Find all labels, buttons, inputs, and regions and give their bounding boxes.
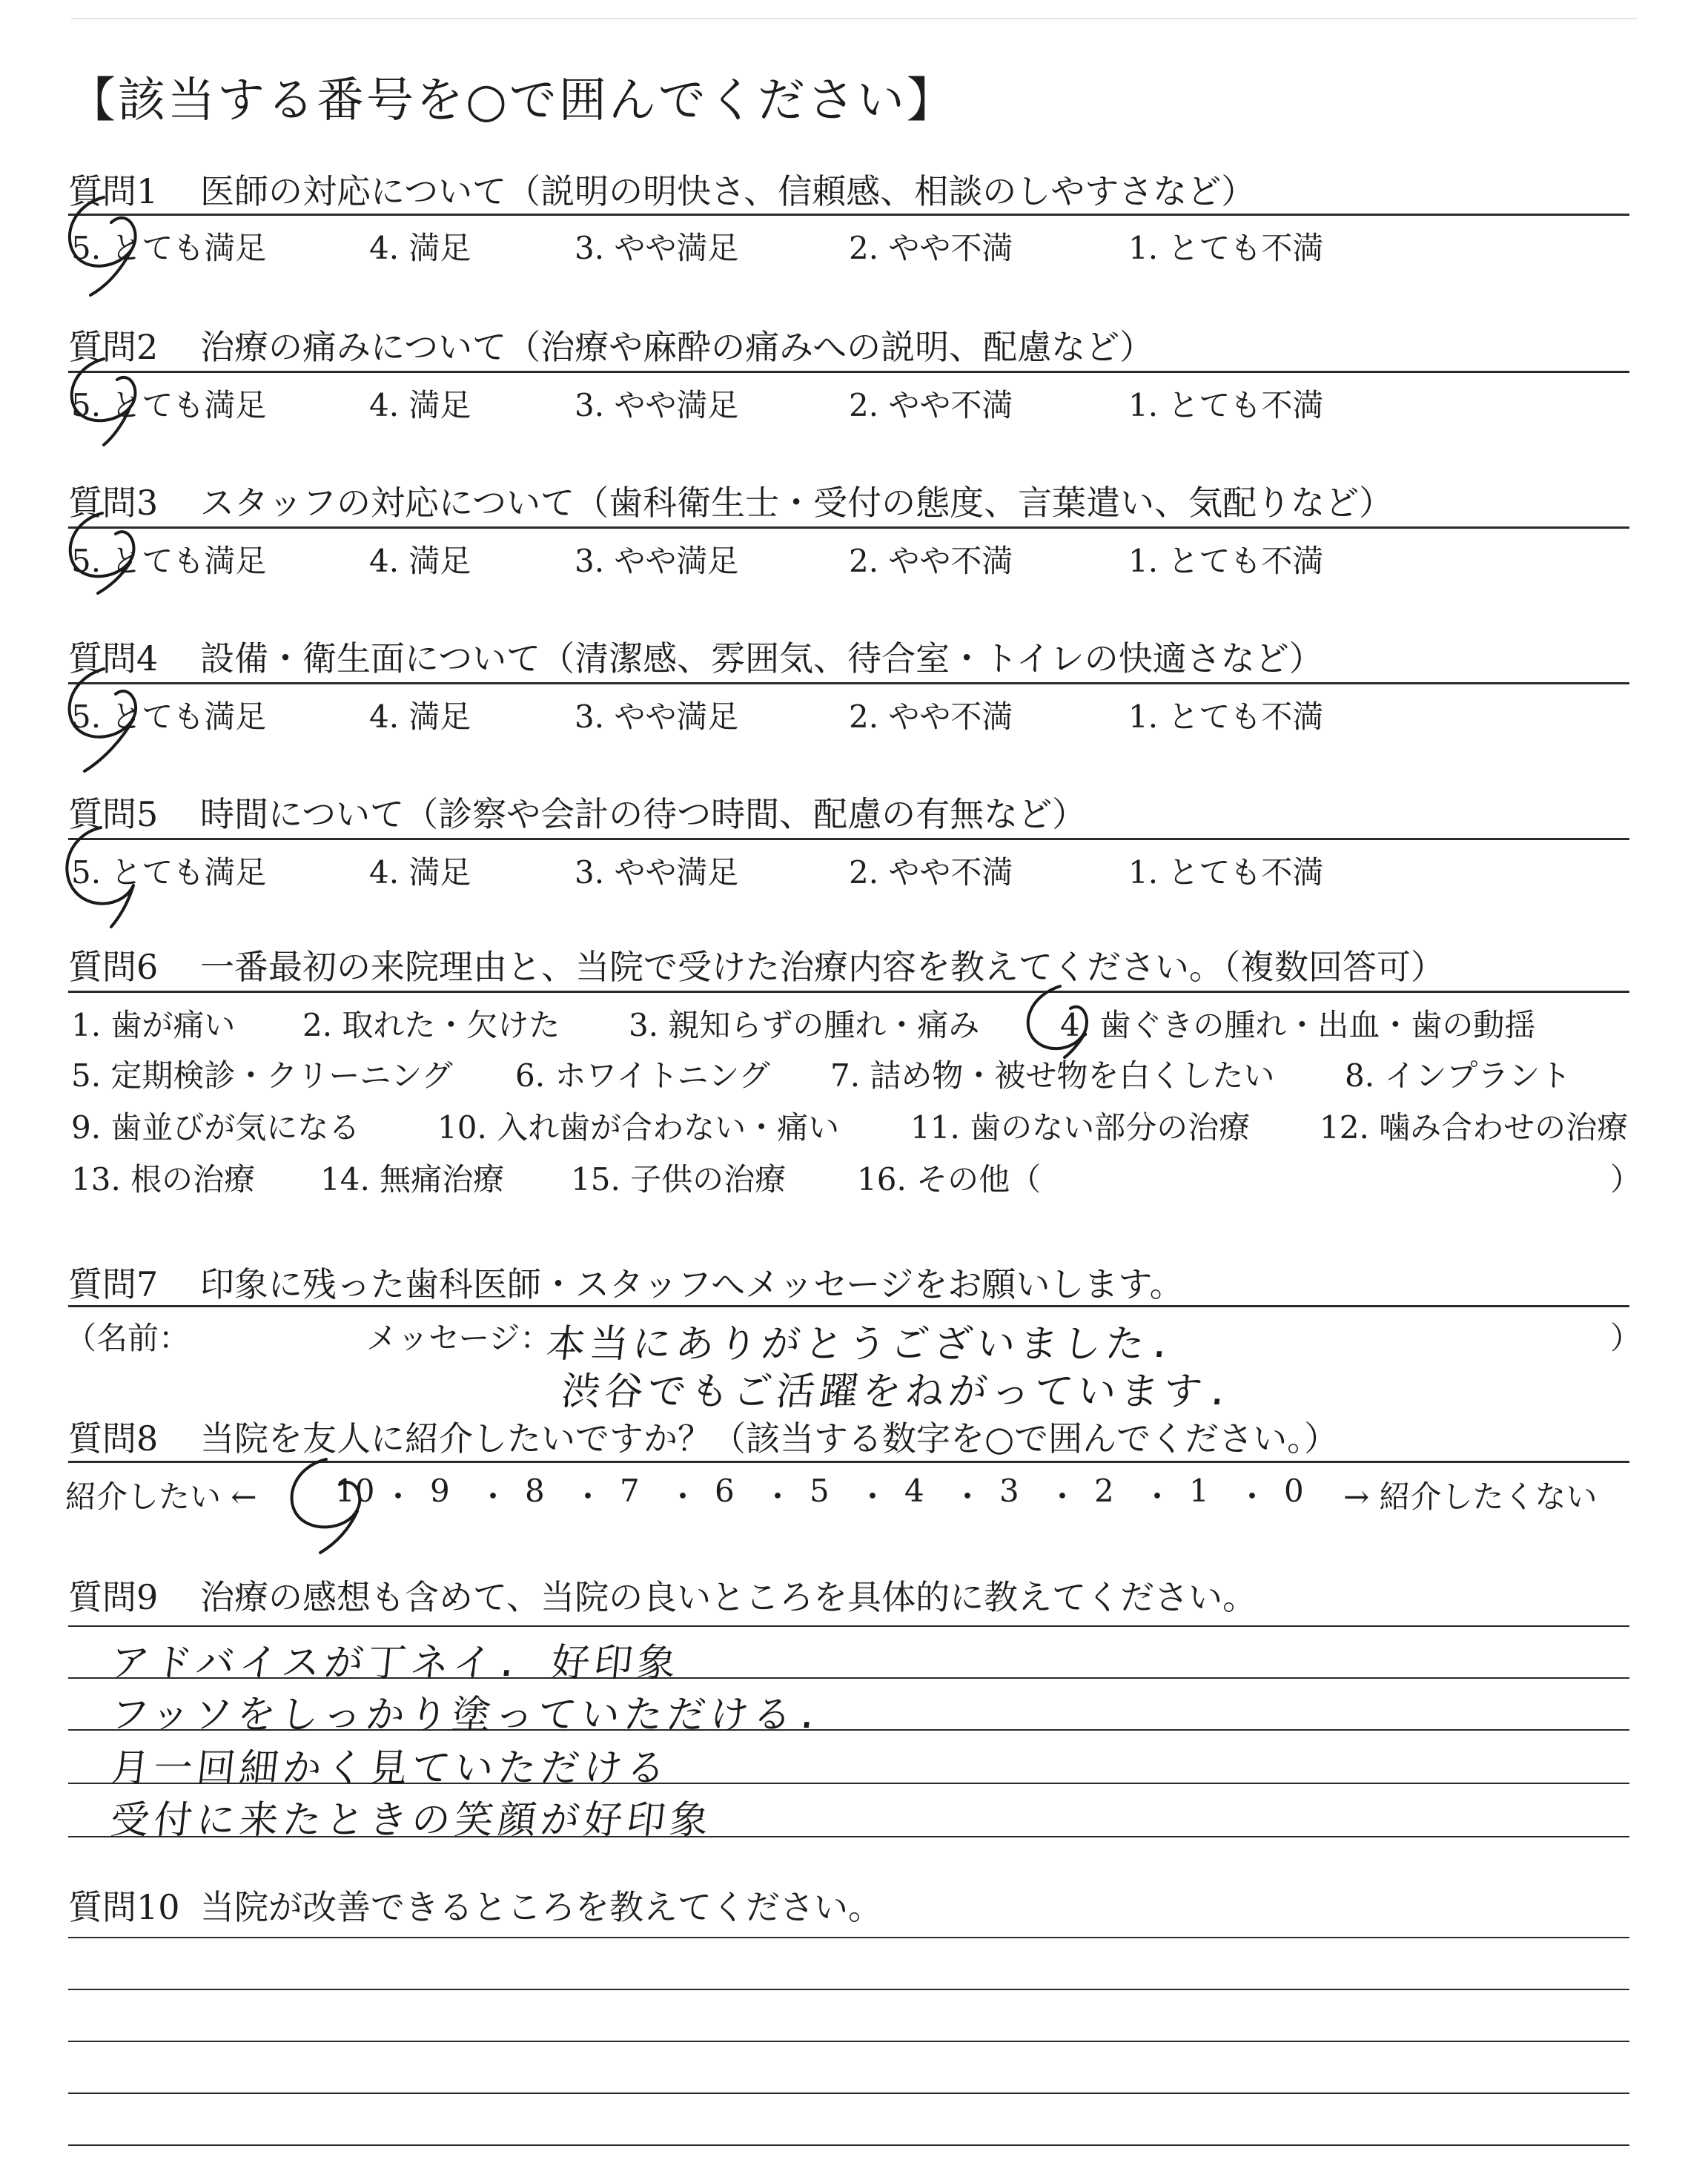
q1-option-1[interactable]: 1. とても不満 <box>1128 230 1324 266</box>
q8-right-label: → 紹介したくない <box>1343 1479 1598 1515</box>
q8-scale-9[interactable]: 9 <box>430 1473 450 1509</box>
question-8-rule <box>68 1461 1629 1463</box>
question-2 <box>68 320 1153 369</box>
q6-option-7[interactable]: 7. 詰め物・被せ物を白くしたい <box>830 1057 1275 1094</box>
q6-option-12[interactable]: 12. 噛み合わせの治療 <box>1320 1109 1629 1146</box>
q3-option-1[interactable]: 1. とても不満 <box>1128 543 1324 579</box>
q6-option-14[interactable]: 14. 無痛治療 <box>320 1161 505 1198</box>
q5-option-3[interactable]: 3. やや満足 <box>575 854 739 891</box>
q8-scale-separator: ・ <box>383 1479 414 1515</box>
q3-option-5[interactable]: 5. とても満足 <box>71 543 267 579</box>
q5-option-4[interactable]: 4. 満足 <box>369 854 471 891</box>
q1-option-2[interactable]: 2. やや不満 <box>849 230 1013 266</box>
q9-answer-line-3[interactable]: 月一回細かく見ていただける <box>108 1746 672 1791</box>
question-10-text: 当院が改善できるところを教えてください。 <box>200 1887 882 1927</box>
question-9-number: 質問9 <box>68 1577 159 1617</box>
question-10-number: 質問10 <box>68 1887 180 1927</box>
question-3-text: スタッフの対応について（歯科衛生士・受付の態度、言葉遣い、気配りなど） <box>200 483 1394 523</box>
q10-line-5 <box>68 2144 1629 2146</box>
q6-option-6[interactable]: 6. ホワイトニング <box>515 1057 770 1094</box>
q6-option-1[interactable]: 1. 歯が痛い <box>71 1007 236 1043</box>
q6-option-3[interactable]: 3. 親知らずの腫れ・痛み <box>629 1007 980 1043</box>
q8-left-label: 紹介したい ← <box>65 1479 257 1515</box>
question-7 <box>68 1258 1184 1307</box>
q9-line-1 <box>68 1625 1629 1627</box>
question-8-number: 質問8 <box>68 1418 159 1459</box>
q5-option-5[interactable]: 5. とても満足 <box>71 854 267 891</box>
q1-option-3[interactable]: 3. やや満足 <box>575 230 739 266</box>
question-4 <box>68 632 1323 681</box>
q8-scale-separator: ・ <box>572 1479 604 1515</box>
q7-handwritten-message-line-1[interactable]: 本当にありがとうございました. <box>544 1322 1179 1367</box>
q6-option-16[interactable]: 16. その他（ <box>857 1161 1042 1198</box>
q2-option-1[interactable]: 1. とても不満 <box>1128 387 1324 423</box>
question-2-number: 質問2 <box>68 327 159 367</box>
q3-option-4[interactable]: 4. 満足 <box>369 543 471 579</box>
q10-line-3 <box>68 2041 1629 2042</box>
q4-option-5[interactable]: 5. とても満足 <box>71 698 267 735</box>
question-8-text: 当院を友人に紹介したいですか？（該当する数字を○で囲んでください。） <box>200 1418 1339 1459</box>
q8-scale-separator: ・ <box>477 1479 509 1515</box>
question-6-number: 質問6 <box>68 947 159 987</box>
question-5-text: 時間について（診察や会計の待つ時間、配慮の有無など） <box>200 794 1087 834</box>
q6-option-4[interactable]: 4. 歯ぐきの腫れ・出血・歯の動揺 <box>1060 1007 1536 1043</box>
q2-option-5[interactable]: 5. とても満足 <box>71 387 267 423</box>
q1-option-5[interactable]: 5. とても満足 <box>71 230 267 266</box>
q6-option-2[interactable]: 2. 取れた・欠けた <box>302 1007 560 1043</box>
q5-option-2[interactable]: 2. やや不満 <box>849 854 1013 891</box>
question-8 <box>68 1412 1338 1461</box>
q6-option-9[interactable]: 9. 歯並びが気になる <box>71 1109 360 1146</box>
question-10 <box>68 1880 882 1929</box>
question-7-text: 印象に残った歯科医師・スタッフへメッセージをお願いします。 <box>200 1264 1184 1304</box>
q6-option-15[interactable]: 15. 子供の治療 <box>571 1161 787 1198</box>
q10-line-4 <box>68 2093 1629 2094</box>
question-9-text: 治療の感想も含めて、当院の良いところを具体的に教えてください。 <box>200 1577 1257 1617</box>
q6-option-5[interactable]: 5. 定期検診・クリーニング <box>71 1057 453 1094</box>
q6-option-13[interactable]: 13. 根の治療 <box>71 1161 256 1198</box>
q6-option-16-close: ） <box>1610 1161 1642 1198</box>
q8-scale-8[interactable]: 8 <box>525 1473 545 1509</box>
q8-scale-separator: ・ <box>762 1479 794 1515</box>
q8-scale-5[interactable]: 5 <box>810 1473 830 1509</box>
q1-option-4[interactable]: 4. 満足 <box>369 230 471 266</box>
question-7-rule <box>68 1305 1629 1307</box>
q8-scale-4[interactable]: 4 <box>904 1473 924 1509</box>
q8-scale-separator: ・ <box>1237 1479 1268 1515</box>
question-3 <box>68 476 1393 525</box>
q4-option-3[interactable]: 3. やや満足 <box>575 698 739 735</box>
q9-answer-line-2[interactable]: フッソをしっかり塗っていただける. <box>108 1693 827 1737</box>
q8-scale-separator: ・ <box>1142 1479 1174 1515</box>
q8-scale-1[interactable]: 1 <box>1189 1473 1209 1509</box>
q8-scale-separator: ・ <box>857 1479 889 1515</box>
q9-answer-line-4[interactable]: 受付に来たときの笑顔が好印象 <box>108 1798 715 1843</box>
q7-message-label: メッセージ： <box>366 1320 552 1356</box>
q8-scale-3[interactable]: 3 <box>999 1473 1019 1509</box>
question-4-text: 設備・衛生面について（清潔感、雰囲気、待合室・トイレの快適さなど） <box>200 638 1323 678</box>
question-5-number: 質問5 <box>68 794 159 834</box>
q3-option-2[interactable]: 2. やや不満 <box>849 543 1013 579</box>
q2-option-2[interactable]: 2. やや不満 <box>849 387 1013 423</box>
q5-option-1[interactable]: 1. とても不満 <box>1128 854 1324 891</box>
q8-scale-separator: ・ <box>1047 1479 1079 1515</box>
top-edge-line <box>71 18 1637 19</box>
question-1-rule <box>68 214 1629 216</box>
q7-close: ） <box>1610 1320 1642 1356</box>
q7-handwritten-message-line-2[interactable]: 渋谷でもご活躍をねがっています. <box>559 1370 1237 1414</box>
q8-scale-6[interactable]: 6 <box>715 1473 735 1509</box>
q10-line-1 <box>68 1937 1629 1938</box>
q8-scale-2[interactable]: 2 <box>1094 1473 1114 1509</box>
question-1 <box>68 165 1255 214</box>
q7-name-label: （名前： <box>65 1320 191 1356</box>
q2-option-4[interactable]: 4. 満足 <box>369 387 471 423</box>
q6-option-10[interactable]: 10. 入れ歯が合わない・痛い <box>437 1109 840 1146</box>
q4-option-4[interactable]: 4. 満足 <box>369 698 471 735</box>
q6-option-8[interactable]: 8. インプラント <box>1345 1057 1572 1094</box>
question-6-text: 一番最初の来院理由と、当院で受けた治療内容を教えてください。（複数回答可） <box>200 947 1445 987</box>
q4-option-2[interactable]: 2. やや不満 <box>849 698 1013 735</box>
question-1-text: 医師の対応について（説明の明快さ、信頼感、相談のしやすさなど） <box>200 171 1256 211</box>
question-3-rule <box>68 526 1629 529</box>
question-9 <box>68 1571 1257 1619</box>
q10-line-2 <box>68 1989 1629 1990</box>
question-7-number: 質問7 <box>68 1264 159 1304</box>
q8-scale-7[interactable]: 7 <box>620 1473 640 1509</box>
question-3-number: 質問3 <box>68 483 159 523</box>
question-5-rule <box>68 838 1629 840</box>
q3-option-3[interactable]: 3. やや満足 <box>575 543 739 579</box>
question-6 <box>68 940 1445 989</box>
q8-scale-0[interactable]: 0 <box>1284 1473 1304 1509</box>
question-1-number: 質問1 <box>68 171 159 211</box>
question-6-rule <box>68 991 1629 993</box>
question-5 <box>68 787 1086 836</box>
page-heading: 【該当する番号を○で囲んでください】 <box>68 73 956 128</box>
q8-scale-10[interactable]: 10 <box>335 1473 375 1509</box>
question-4-number: 質問4 <box>68 638 159 678</box>
q4-option-1[interactable]: 1. とても不満 <box>1128 698 1324 735</box>
q8-scale-separator: ・ <box>952 1479 984 1515</box>
question-2-text: 治療の痛みについて（治療や麻酔の痛みへの説明、配慮など） <box>200 327 1154 367</box>
question-2-rule <box>68 371 1629 373</box>
q9-answer-line-1[interactable]: アドバイスが丁ネイ. 好印象 <box>108 1641 683 1685</box>
q2-option-3[interactable]: 3. やや満足 <box>575 387 739 423</box>
q6-option-11[interactable]: 11. 歯のない部分の治療 <box>910 1109 1251 1146</box>
question-4-rule <box>68 682 1629 684</box>
q8-scale-separator: ・ <box>667 1479 699 1515</box>
